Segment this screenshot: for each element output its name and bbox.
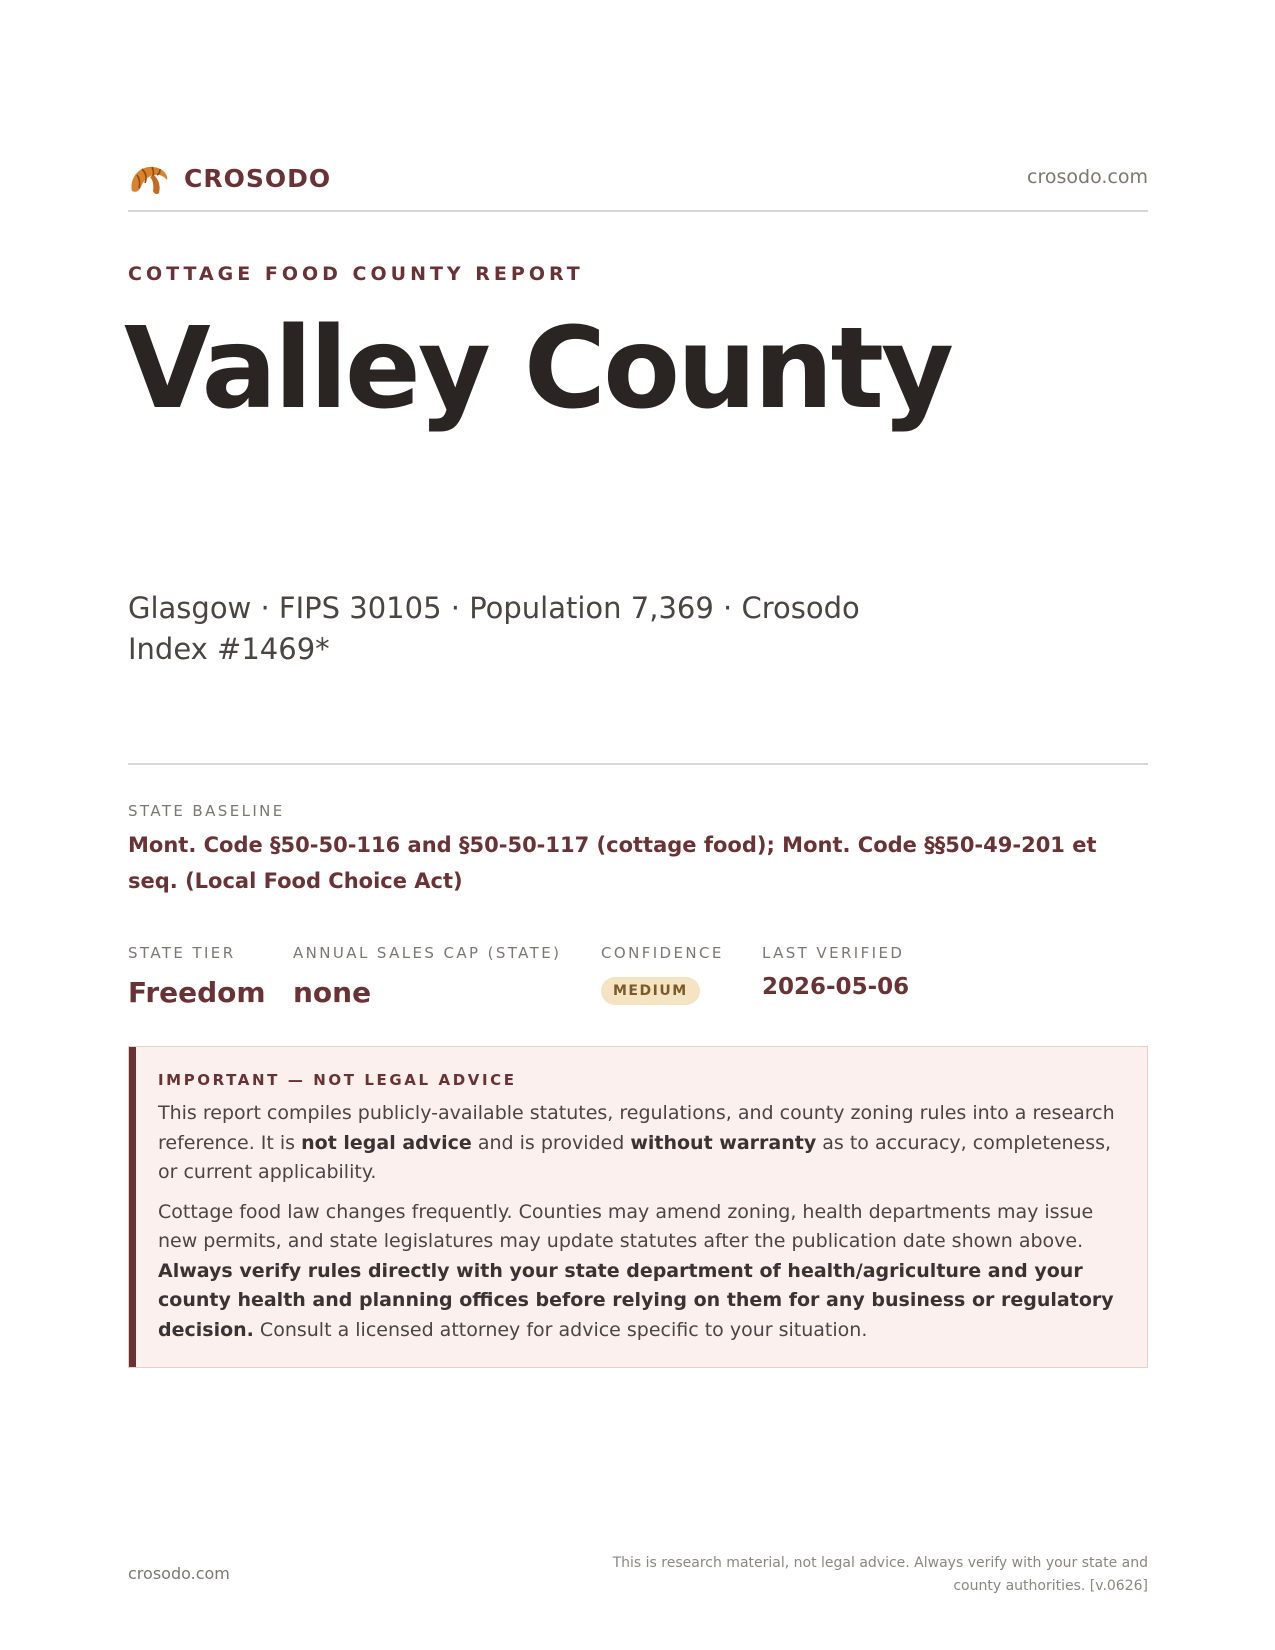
stat-sales-cap — [293, 944, 561, 1009]
stat-label: LAST VERIFIED — [762, 944, 905, 962]
stat-value: none — [293, 976, 372, 1009]
stat-label: ANNUAL SALES CAP (STATE) — [293, 944, 562, 962]
stat-last-verified — [762, 944, 909, 1000]
notice-paragraph: This report compiles publicly-available statutes, regulations, and county zoning rules into a research reference. It is not legal advice and is provided without warranty as to accuracy, completeness, or current applicability. — [158, 1102, 1115, 1183]
footer-site-link[interactable]: crosodo.com — [128, 1564, 230, 1583]
notice-title: IMPORTANT — NOT LEGAL ADVICE — [158, 1071, 517, 1089]
croissant-icon — [128, 161, 170, 199]
county-subtitle: Glasgow · FIPS 30105 · Population 7,369 · Crosodo Index #1469* — [128, 591, 860, 666]
stat-label: STATE TIER — [128, 944, 236, 962]
stat-state-tier — [128, 944, 266, 1009]
stat-label: CONFIDENCE — [601, 944, 724, 962]
baseline-label: STATE BASELINE — [128, 802, 285, 820]
confidence-badge: MEDIUM — [601, 977, 700, 1005]
legal-notice — [128, 1046, 1148, 1368]
stat-value: Freedom — [128, 976, 266, 1009]
notice-paragraph: Cottage food law changes frequently. Counties may amend zoning, health departments may issue new permits, and state legislatures may update statutes after the publication date shown above. Always verify rules directly with your state department of health/agriculture and your county health and planning offices before relying on them for any business or regulatory decision. Consult a licensed attorney for advice specific to your situation. — [158, 1200, 1114, 1341]
stat-confidence — [601, 944, 724, 1005]
report-eyebrow: COTTAGE FOOD COUNTY REPORT — [128, 263, 584, 285]
header-divider — [128, 210, 1148, 212]
baseline-statutes: Mont. Code §50-50-116 and §50-50-117 (cottage food); Mont. Code §§50-49-201 et seq. (Local Food Choice Act) — [128, 833, 1097, 893]
report-page — [124, 0, 1148, 1650]
county-title: Valley County — [124, 304, 952, 434]
stat-value: 2026-05-06 — [762, 974, 910, 1000]
brand-name: CROSODO — [184, 164, 332, 193]
notice-accent-bar — [129, 1047, 136, 1367]
section-divider — [128, 763, 1148, 765]
footer-disclaimer: This is research material, not legal advice. Always verify with your state and county authorities. [v.0626] — [612, 1555, 1148, 1594]
site-link[interactable]: crosodo.com — [1027, 166, 1148, 188]
brand-header — [128, 160, 1148, 200]
